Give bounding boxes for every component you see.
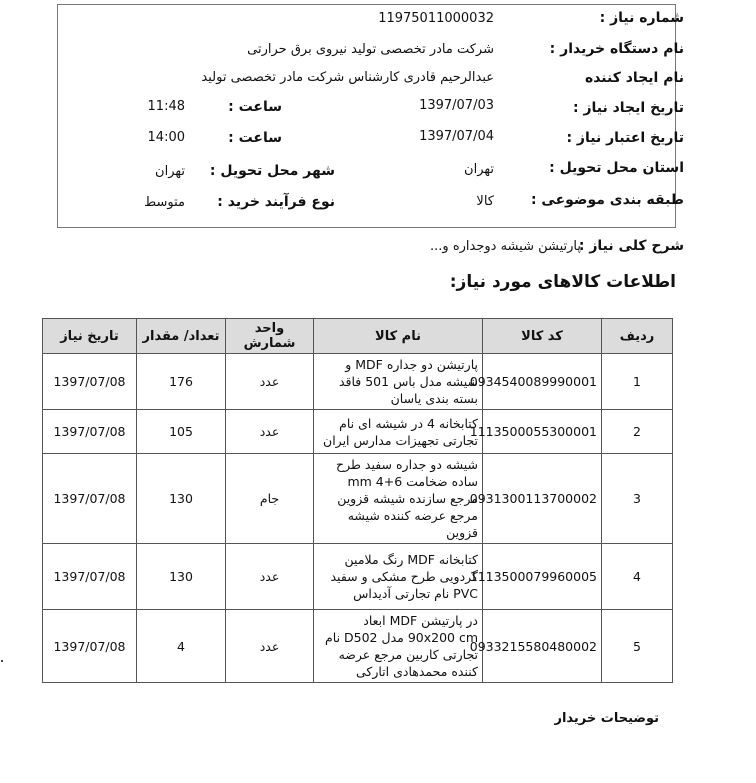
item-name: کتابخانه 4 در شیشه ای نام تجارتی تجهیزات مدارس ایران [314, 410, 483, 454]
creation-date-label: تاریخ ایجاد نیاز : [572, 100, 684, 116]
delivery-city-value: تهران [155, 164, 185, 179]
item-unit: عدد [226, 410, 314, 454]
item-name: در پارتیشن MDF ابعاد 90x200 cm مدل D502 نام تجارتی کاربین مرجع عرضه کننده محمدهادی اتارکی [314, 610, 483, 683]
general-description-label: شرح کلی نیاز : [578, 238, 684, 254]
header-unit: واحد شمارش [226, 319, 314, 354]
item-quantity: 176 [137, 354, 226, 410]
item-need-date: 1397/07/08 [43, 454, 137, 544]
table-row [43, 454, 673, 544]
item-name: پارتیشن دو جداره MDF و شیشه مدل باس 501 فاقد بسته بندی یاسان [314, 354, 483, 410]
validity-date-value: 1397/07/04 [419, 129, 494, 144]
buyer-org-value: شرکت مادر تخصصی تولید نیروی برق حرارتی [247, 42, 494, 57]
row-number: 4 [602, 544, 673, 610]
item-quantity: 130 [137, 454, 226, 544]
item-code: 1113500079960005 [483, 544, 602, 610]
table-row [43, 354, 673, 410]
item-unit: عدد [226, 544, 314, 610]
item-quantity: 105 [137, 410, 226, 454]
item-need-date: 1397/07/08 [43, 354, 137, 410]
creator-label: نام ایجاد کننده [584, 70, 684, 86]
creation-date-value: 1397/07/03 [419, 98, 494, 113]
need-number-label: شماره نیاز : [599, 10, 684, 26]
validity-date-label: تاریخ اعتبار نیاز : [566, 130, 684, 146]
header-quantity: تعداد/ مقدار [137, 319, 226, 354]
creator-value: عبدالرحیم قادری کارشناس شرکت مادر تخصصی تولید [201, 70, 494, 85]
header-item-code: کد کالا [483, 319, 602, 354]
row-number: 1 [602, 354, 673, 410]
header-item-name: نام کالا [314, 319, 483, 354]
buyer-org-label: نام دستگاه خریدار : [549, 41, 684, 57]
delivery-city-label: شهر محل تحویل : [209, 163, 335, 179]
item-need-date: 1397/07/08 [43, 410, 137, 454]
need-number-value: 11975011000032 [378, 11, 494, 26]
validity-time-label: ساعت : [228, 130, 282, 146]
item-quantity: 4 [137, 610, 226, 683]
category-value: کالا [476, 194, 494, 209]
delivery-province-value: تهران [464, 162, 494, 177]
stray-dot [1, 660, 3, 662]
items-table [42, 318, 673, 683]
header-need-date: تاریخ نیاز [43, 319, 137, 354]
item-unit: عدد [226, 354, 314, 410]
item-code: 0933215580480002 [483, 610, 602, 683]
table-row [43, 544, 673, 610]
delivery-province-label: استان محل تحویل : [549, 160, 684, 176]
table-row [43, 410, 673, 454]
item-unit: جام [226, 454, 314, 544]
table-row [43, 610, 673, 683]
item-code: 0931300113700002 [483, 454, 602, 544]
buyer-notes-label: توضیحات خریدار [554, 711, 659, 726]
row-number: 5 [602, 610, 673, 683]
item-code: 0934540089990001 [483, 354, 602, 410]
category-label: طبقه بندی موضوعی : [530, 192, 684, 208]
validity-time-value: 14:00 [147, 130, 185, 145]
header-row-number: ردیف [602, 319, 673, 354]
item-unit: عدد [226, 610, 314, 683]
process-type-label: نوع فرآیند خرید : [217, 194, 335, 210]
item-quantity: 130 [137, 544, 226, 610]
creation-time-value: 11:48 [147, 99, 185, 114]
item-need-date: 1397/07/08 [43, 544, 137, 610]
row-number: 3 [602, 454, 673, 544]
table-header-row [43, 319, 673, 354]
item-name: کتابخانه MDF رنگ ملامین گردویی طرح مشکی و سفید PVC نام تجارتی آدیداس [314, 544, 483, 610]
row-number: 2 [602, 410, 673, 454]
general-description-value: پارتیشن شیشه دوجداره و... [430, 239, 581, 254]
item-code: 1113500055300001 [483, 410, 602, 454]
item-need-date: 1397/07/08 [43, 610, 137, 683]
process-type-value: متوسط [144, 195, 185, 210]
items-section-title: اطلاعات کالاهای مورد نیاز: [449, 272, 676, 292]
item-name: شیشه دو جداره سفید طرح ساده ضخامت mm 4+6 مرجع سازنده شیشه قزوین مرجع عرضه کننده شیشه قزوین [314, 454, 483, 544]
creation-time-label: ساعت : [228, 99, 282, 115]
